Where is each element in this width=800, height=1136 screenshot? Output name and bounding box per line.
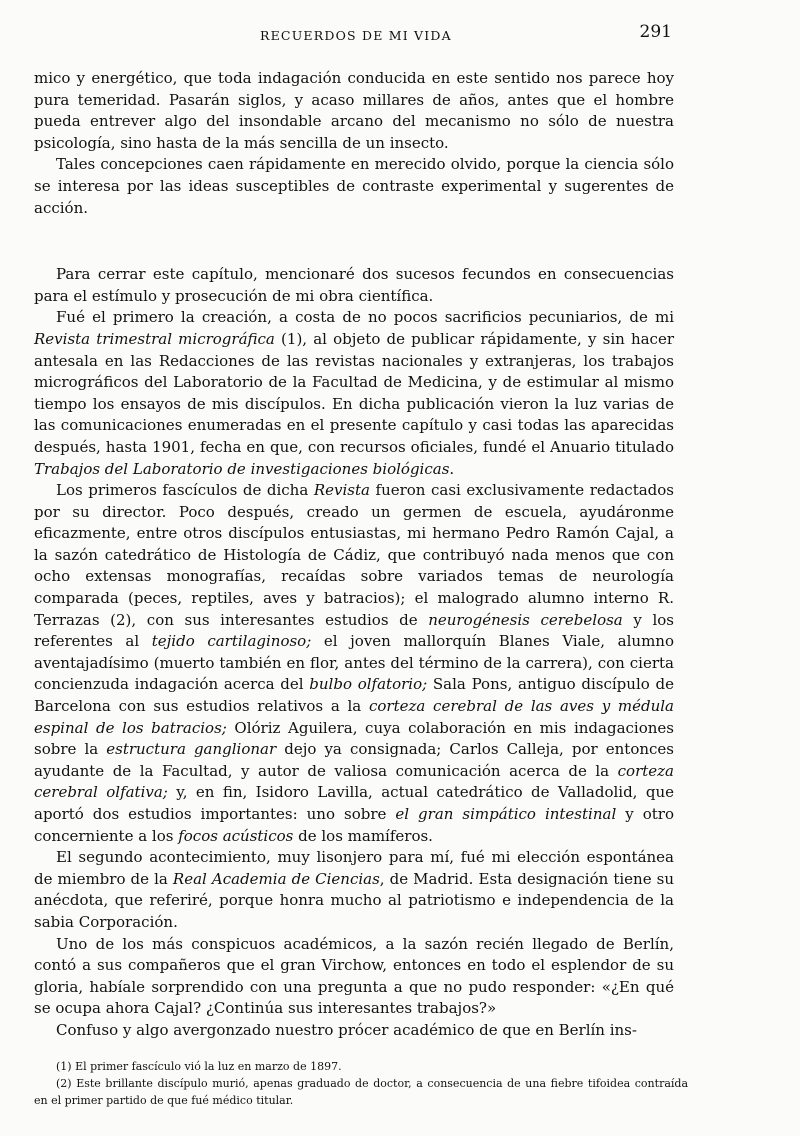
italic-tejido: tejido cartilaginoso; (151, 632, 312, 651)
footnote-1: (1) El primer fascículo vió la luz en marzo de 1897. (56, 1060, 342, 1073)
paragraph-5-text-a: Los primeros fascículos de dicha (56, 481, 314, 500)
paragraph-5 (34, 480, 674, 847)
paragraph-2: Tales concepciones caen rápidamente en merecido olvido, porque la ciencia sólo se interesa por las ideas susceptibles de contraste experimental y sugerentes de acción. (34, 155, 674, 217)
paragraph-5-text-k: de los mamíferos. (293, 826, 433, 845)
paragraph-4-text-c: . (449, 459, 455, 478)
paragraph-4 (34, 307, 674, 480)
paragraph-4-text-a: Fué el primero la creación, a costa de no pocos sacrificios pecuniarios, de mi (56, 308, 674, 327)
paragraph-1: mico y energético, que toda indagación conducida en este sentido nos parece hoy pura temeridad. Pasarán siglos, y acaso millares de años, antes que el hombre pueda entrever algo del insondable arcano del mecanismo no sólo de nuestra psicología, sino hasta de la más sencilla de un insecto. (34, 69, 674, 152)
paragraph-4-text-b: (1), al objeto de publicar rápidamente, y sin hacer antesala en las Redacciones de las revistas nacionales y extranjeras, los trabajos micrográficos del Laboratorio de la Facultad de Medicina, y de estimular al mismo tiempo los ensayos de mis discípulos. En dicha publicación vieron la luz varias de las comunicaciones enumeradas en el presente capítulo y casi todas las aparecidas después, hasta 1901, fecha en que, con recursos oficiales, fundé el Anuario titulado (34, 329, 674, 456)
footnote-2: (2) Este brillante discípulo murió, apenas graduado de doctor, a consecuencia de una fiebre tifoidea contraída en el primer partido de que fué médico titular. (34, 1077, 688, 1107)
footnotes (34, 1058, 688, 1109)
body-text (34, 68, 674, 1042)
paragraph-5-text-j: y otro concerniente a los (34, 805, 674, 845)
paragraph-5-text-b: fueron casi exclusivamente redactados por su director. Poco después, creado un germen de escuela, ayudáronme eficazmente, entre otros discípulos entusiastas, mi hermano Pedro Ramón Cajal, a la sazón catedrático de Histología de Cádiz, que contribuyó nada menos que con ocho extensas monografías, recaídas sobre variados temas de neurología comparada (peces, reptiles, aves y batracios); el malogrado alumno interno R. Terrazas (2), con sus interesantes estudios de (34, 481, 674, 629)
paragraph-6-text-a: El segundo acontecimiento, muy lisonjero para mí, fué mi elección espontánea de miembro de la (34, 848, 674, 888)
italic-corteza-aves: corteza cerebral de las aves y médula espinal de los batracios; (34, 697, 674, 737)
italic-academia: Real Academia de Ciencias (172, 869, 380, 888)
journal-title-trabajos: Trabajos del Laboratorio de investigaciones biológicas (34, 459, 450, 478)
paragraph-6-text-b: , de Madrid. Esta designación tiene su anécdota, que referiré, porque honra mucho al patriotismo e independencia de la sabia Corporación. (34, 869, 674, 931)
paragraph-7: Uno de los más conspicuos académicos, a la sazón recién llegado de Berlín, contó a sus compañeros que el gran Virchow, entonces en todo el esplendor de su gloria, habíale sorprendido con una pregunta a que no pudo responder: «¿En qué se ocupa ahora Cajal? ¿Continúa sus interesantes trabajos?» (34, 934, 674, 1018)
paragraph-3: Para cerrar este capítulo, mencionaré dos sucesos fecundos en consecuencias para el estímulo y prosecución de mi obra científica. (34, 265, 674, 305)
running-head: RECUERDOS DE MI VIDA (260, 28, 452, 43)
paragraph-5-text-d: el joven mallorquín Blanes Viale, alumno aventajadísimo (muerto también en flor, antes del término de la carrera), con cierta concienzuda indagación acerca del (34, 632, 674, 694)
paragraph-5-text-g: dejo ya consignada; Carlos Calleja, por entonces ayudante de la Facultad, y autor de valiosa comunicación acerca de la (34, 740, 674, 780)
italic-bulbo: bulbo olfatorio; (309, 675, 428, 694)
page-header (36, 22, 672, 46)
italic-corteza-olfativa: corteza cerebral olfativa; (34, 761, 674, 802)
paragraph-5-text-e: Sala Pons, antiguo discípulo de Barcelona con sus estudios relativos a la (34, 675, 674, 716)
italic-simpatico: el gran simpático intestinal (395, 805, 617, 823)
italic-estructura: estructura ganglionar (106, 740, 277, 759)
paragraph-5-text-c: y los referentes al (34, 610, 674, 651)
journal-title-revista: Revista trimestral micrográfica (34, 329, 275, 348)
paragraph-5-text-h: y, en fin, Isidoro Lavilla, actual catedrático de Valladolid, que aportó dos estudios importantes: uno sobre (34, 783, 674, 823)
page-number: 291 (639, 22, 672, 42)
paragraph-5-text-f: Olóriz Aguilera, cuya colaboración en mis indagaciones sobre la (34, 718, 674, 759)
paragraph-8: Confuso y algo avergonzado nuestro prócer académico de que en Berlín ins- (56, 1020, 637, 1039)
italic-revista: Revista (313, 481, 370, 500)
paragraph-6 (34, 847, 674, 933)
italic-neurogenesis: neurogénesis cerebelosa (428, 610, 623, 629)
italic-focos: focos acústicos (178, 826, 294, 845)
